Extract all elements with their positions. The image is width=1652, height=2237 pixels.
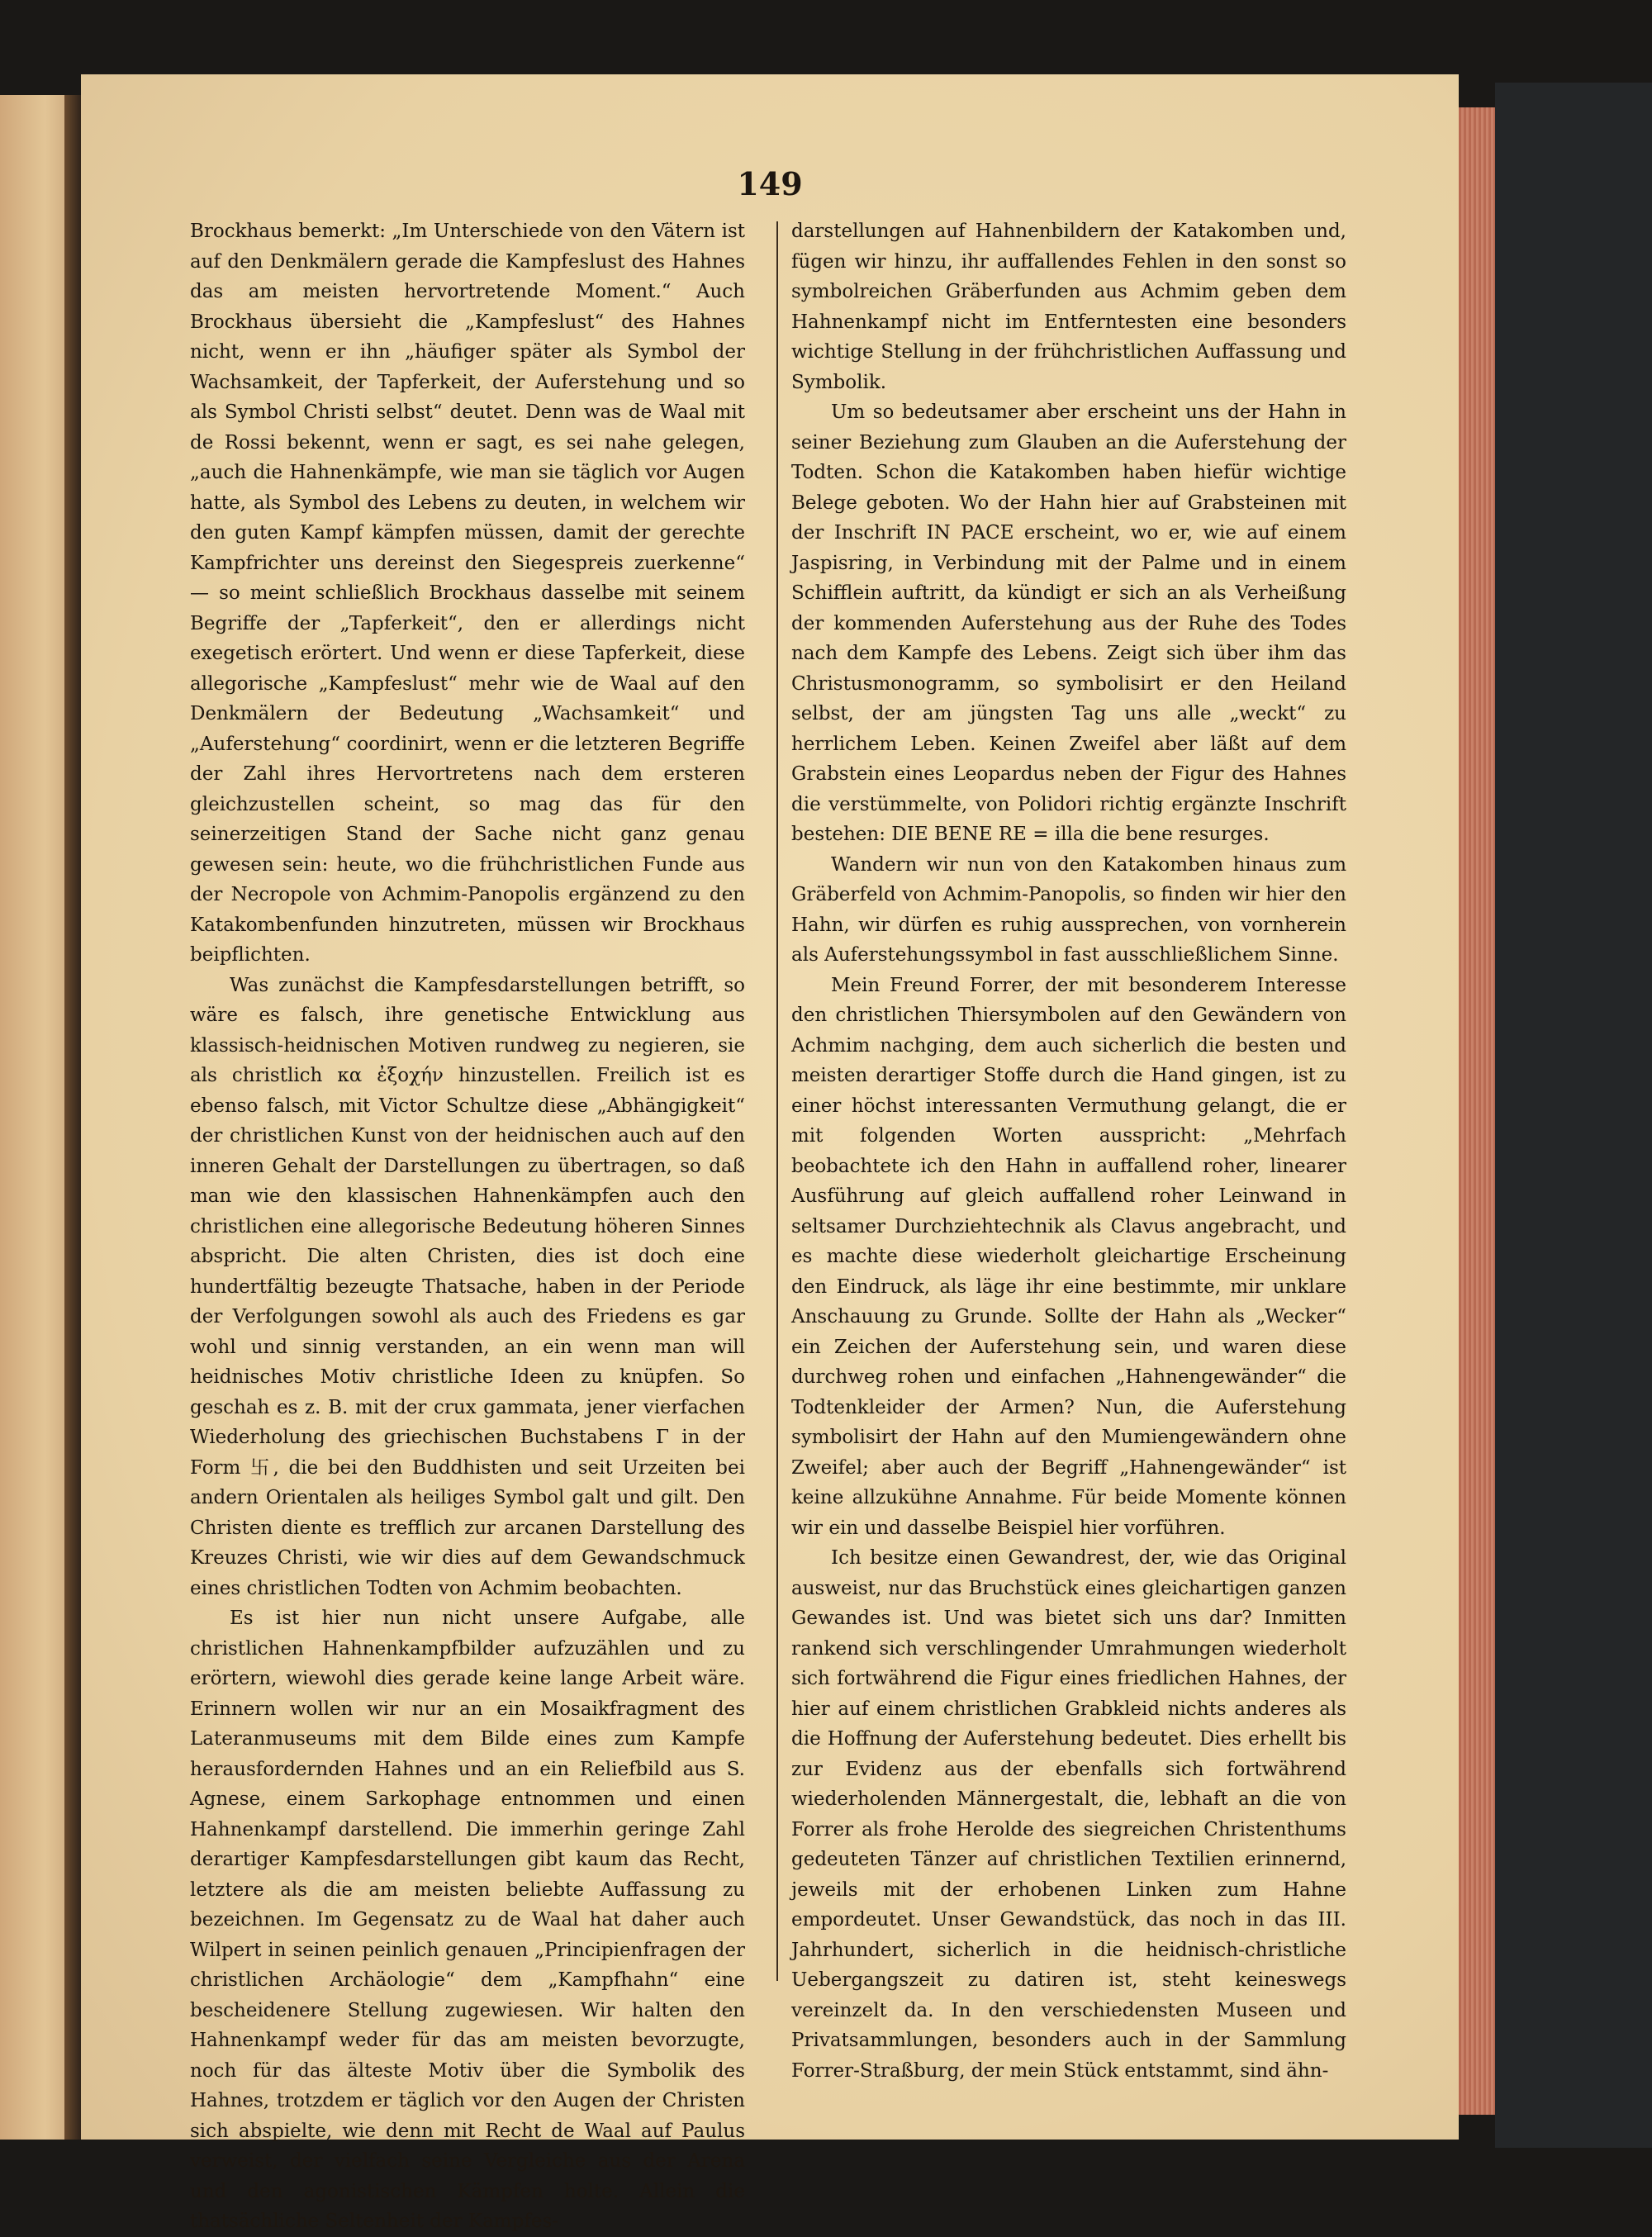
page-fore-edge [1459,107,1495,2115]
text-column-left [190,216,745,2237]
previous-page-edge [0,95,64,2140]
paragraph: Ich besitze einen Gewandrest, der, wie das Original ausweist, nur das Bruchstück eines gleichartigen ganzen Gewandes ist. Und was bietet sich uns dar? Inmitten rankend sich verschlingender Umrahmungen wiederholt sich fortwährend die Figur eines friedlichen Hahnes, der hier auf einem christlichen Grabkleid nichts anderes als die Hoffnung der Auferstehung bedeutet. Dies erhellt bis zur Evidenz aus der ebenfalls sich fortwährend wiederholenden Männergestalt, die, lebhaft an die von Forrer als frohe Herolde des siegreichen Christenthums gedeuteten Tänzer auf christlichen Textilien erinnernd, jeweils mit der erhobenen Linken zum Hahne empordeutet. Unser Gewandstück, das noch in das III. Jahrhundert, sicherlich in die heidnisch-christliche Uebergangszeit zu datiren ist, steht keineswegs vereinzelt da. In den verschiedensten Museen und Privatsammlungen, besonders auch in der Sammlung Forrer-Straßburg, der mein Stück entstammt, sind ähn- [791,1547,1346,2082]
paragraph: Mein Freund Forrer, der mit besonderem Interesse den christlichen Thiersymbolen auf den Gewändern von Achmim nachging, dem auch sicherlich die besten und meisten derartiger Stoffe durch die Hand gingen, ist zu einer höchst interessanten Vermuthung gelangt, die er mit folgenden Worten ausspricht: „Mehrfach beobachtete ich den Hahn in auffallend roher, linearer Ausführung auf gleich auffallend roher Leinwand in seltsamer Durchziehtechnik als Clavus angebracht, und es machte diese wiederholt gleichartige Erscheinung den Eindruck, als läge ihr eine bestimmte, mir unklare Anschauung zu Grunde. Sollte der Hahn als „Wecker“ ein Zeichen der Auferstehung sein, und waren diese durchweg rohen und einfachen „Hahnengewänder“ die Todtenkleider der Armen? Nun, die Auferstehung symbolisirt der Hahn auf den Mumiengewändern ohne Zweifel; aber auch der Begriff „Hahnengewänder“ ist keine allzukühne Annahme. Für beide Momente können wir ein und dasselbe Beispiel hier vorführen. [791,974,1346,1539]
column-divider [776,221,778,1981]
paragraph: Was zunächst die Kampfesdarstellungen betrifft, so wäre es falsch, ihre genetische Entwicklung aus klassisch-heidnischen Motiven rundweg zu negieren, sie als christlich κα ἐξοχήν hinzustellen. Freilich ist es ebenso falsch, mit Victor Schultze diese „Abhängigkeit“ der christlichen Kunst von der heidnischen auch auf den inneren Gehalt der Darstellungen zu übertragen, so daß man wie den klassischen Hahnenkämpfen auch den christlichen eine allegorische Bedeutung höheren Sinnes abspricht. Die alten Christen, dies ist doch eine hundertfältig bezeugte Thatsache, haben in der Periode der Verfolgungen sowohl als auch des Friedens es gar wohl und sinnig verstanden, an ein wenn man will heidnisches Motiv christliche Ideen zu knüpfen. So geschah es z. B. mit der crux gammata, jener vierfachen Wiederholung des griechischen Buchstabens Γ in der Form 卐, die bei den Buddhisten und seit Urzeiten bei andern Orientalen als heiliges Symbol galt und gilt. Den Christen diente es trefflich zur arcanen Darstellung des Kreuzes Christi, wie wir dies auf dem Gewandschmuck eines christlichen Todten von Achmim beobachten. [190,974,745,1599]
paragraph: Wandern wir nun von den Katakomben hinaus zum Gräberfeld von Achmim-Panopolis, so finden wir hier den Hahn, wir dürfen es ruhig aussprechen, von vornherein als Auferstehungssymbol in fast ausschließlichem Sinne. [791,853,1346,966]
paragraph: Um so bedeutsamer aber erscheint uns der Hahn in seiner Beziehung zum Glauben an die Auferstehung der Todten. Schon die Katakomben haben hiefür wichtige Belege geboten. Wo der Hahn hier auf Grabsteinen mit der Inschrift IN PACE erscheint, wo er, wie auf einem Jaspisring, in Verbindung mit der Palme und in einem Schifflein auftritt, da kündigt er sich an als Verheißung der kommenden Auferstehung aus der Ruhe des Todes nach dem Kampfe des Lebens. Zeigt sich über ihm das Christusmonogramm, so symbolisirt er den Heiland selbst, der am jüngsten Tag uns alle „weckt“ zu herrlichem Leben. Keinen Zweifel aber läßt auf dem Grabstein eines Leopardus neben der Figur des Hahnes die verstümmelte, von Polidori richtig ergänzte Inschrift bestehen: DIE BENE RE = illa die bene resurges. [791,401,1346,845]
text-column-right [791,216,1346,2086]
paragraph: Brockhaus bemerkt: „Im Unterschiede von den Vätern ist auf den Denkmälern gerade die Kampfeslust des Hahnes das am meisten hervortretende Moment.“ Auch Brockhaus übersieht die „Kampfeslust“ des Hahnes nicht, wenn er ihn „häufiger später als Symbol der Wachsamkeit, der Tapferkeit, der Auferstehung und so als Symbol Christi selbst“ deutet. Denn was de Waal mit de Rossi bekennt, wenn er sagt, es sei nahe gelegen, „auch die Hahnenkämpfe, wie man sie täglich vor Augen hatte, als Symbol des Lebens zu deuten, in welchem wir den guten Kampf kämpfen müssen, damit der gerechte Kampfrichter uns dereinst den Siegespreis zuerkenne“ — so meint schließlich Brockhaus dasselbe mit seinem Begriffe der „Tapferkeit“, den er allerdings nicht exegetisch erörtert. Und wenn er diese Tapferkeit, diese allegorische „Kampfeslust“ mehr wie de Waal auf den Denkmälern der Bedeutung „Wachsamkeit“ und „Auferstehung“ coordinirt, wenn er die letzteren Begriffe der Zahl ihres Hervortretens nach dem ersteren gleichzustellen scheint, so mag das für den seinerzeitigen Stand der Sache nicht ganz genau gewesen sein: heute, wo die frühchristlichen Funde aus der Necropole von Achmim-Panopolis ergänzend zu den Katakombenfunden hinzutreten, müssen wir Brockhaus beipflichten. [190,221,745,966]
paragraph: Es ist hier nun nicht unsere Aufgabe, alle christlichen Hahnenkampfbilder aufzuzählen und zu erörtern, wiewohl dies gerade keine lange Arbeit wäre. Erinnern wollen wir nur an ein Mosaikfragment des Lateranmuseums mit dem Bilde eines zum Kampfe herausfordernden Hahnes und an ein Reliefbild aus S. Agnese, einem Sarkophage entnommen und einen Hahnenkampf darstellend. Die immerhin geringe Zahl derartiger Kampfesdarstellungen gibt kaum das Recht, letztere als die am meisten beliebte Auffassung zu bezeichnen. Im Gegensatz zu de Waal hat daher auch Wilpert in seinen peinlich genauen „Principienfragen der christlichen Archäologie“ dem „Kampfhahn“ eine bescheidenere Stellung zugewiesen. Wir halten den Hahnenkampf weder für das am meisten bevorzugte, noch für das älteste Motiv über die Symbolik des Hahnes, trotzdem er täglich vor den Augen der Christen sich abspielte, wie denn mit Recht de Waal auf Paulus verweist, der vielfach seine Vergleiche aus der Arena und den agonistischen Kämpfen holte. Allein die thatsächliche Seltenheit der Kampfes- [190,1608,745,2232]
book-page [81,74,1459,2232]
book-gutter [64,95,83,2140]
paragraph: darstellungen auf Hahnenbildern der Katakomben und, fügen wir hinzu, ihr auffallendes Fehlen in den sonst so symbolreichen Gräberfunden aus Achmim geben dem Hahnenkampf nicht im Entferntesten eine besonders wichtige Stellung in der frühchristlichen Auffassung und Symbolik. [791,221,1346,393]
page-number: 149 [737,165,803,202]
book-cover-edge [1495,83,1652,2148]
